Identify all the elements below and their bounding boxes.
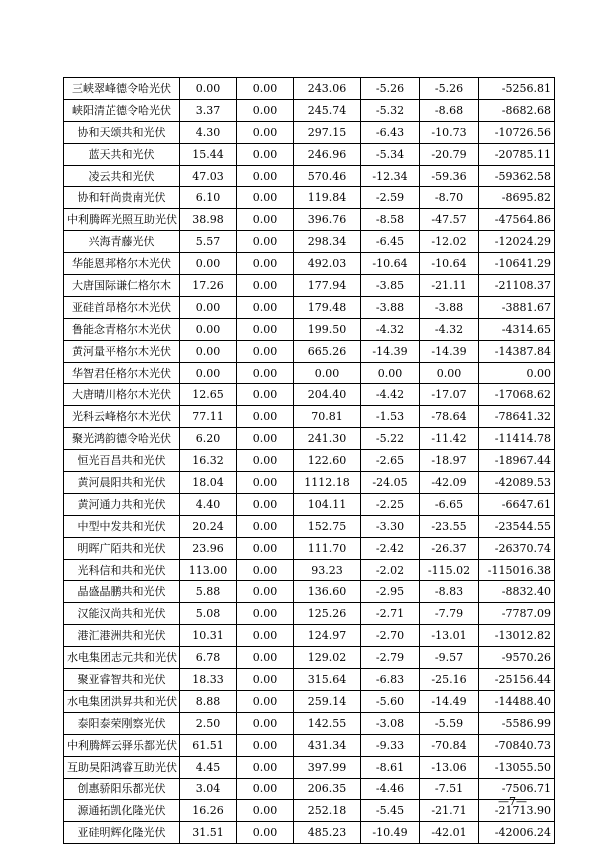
table-row — [64, 450, 555, 472]
value-cell: -21.11 — [420, 275, 479, 297]
value-cell: 315.64 — [294, 669, 361, 691]
value-cell: -4314.65 — [479, 318, 555, 340]
value-cell: 0.00 — [237, 362, 294, 384]
table-row — [64, 296, 555, 318]
value-cell: 0.00 — [237, 625, 294, 647]
value-cell: -2.71 — [361, 603, 420, 625]
value-cell: 0.00 — [237, 428, 294, 450]
value-cell: 0.00 — [237, 143, 294, 165]
table-row — [64, 384, 555, 406]
value-cell: -5.26 — [361, 78, 420, 100]
value-cell: 152.75 — [294, 515, 361, 537]
value-cell: -14387.84 — [479, 340, 555, 362]
value-cell: -2.25 — [361, 493, 420, 515]
value-cell: 245.74 — [294, 99, 361, 121]
value-cell: -2.02 — [361, 559, 420, 581]
value-cell: -5.26 — [420, 78, 479, 100]
value-cell: 4.40 — [180, 493, 237, 515]
value-cell: -1.53 — [361, 406, 420, 428]
value-cell: 298.34 — [294, 231, 361, 253]
value-cell: 2.50 — [180, 712, 237, 734]
value-cell: -59362.58 — [479, 165, 555, 187]
station-name-cell: 鲁能念青格尔木光伏 — [64, 318, 180, 340]
value-cell: 396.76 — [294, 209, 361, 231]
value-cell: 0.00 — [237, 669, 294, 691]
value-cell: 104.11 — [294, 493, 361, 515]
value-cell: 0.00 — [237, 296, 294, 318]
value-cell: -20.79 — [420, 143, 479, 165]
value-cell: 0.00 — [237, 515, 294, 537]
page-number: —7— — [498, 795, 527, 808]
station-name-cell: 泰阳泰荣刚察光伏 — [64, 712, 180, 734]
value-cell: -8.68 — [420, 99, 479, 121]
table-row — [64, 143, 555, 165]
value-cell: 5.88 — [180, 581, 237, 603]
value-cell: 31.51 — [180, 822, 237, 844]
value-cell: -7506.71 — [479, 778, 555, 800]
value-cell: 0.00 — [479, 362, 555, 384]
value-cell: 206.35 — [294, 778, 361, 800]
value-cell: -5.22 — [361, 428, 420, 450]
value-cell: 0.00 — [237, 231, 294, 253]
value-cell: -14.39 — [361, 340, 420, 362]
station-name-cell: 协和轩尚贵南光伏 — [64, 187, 180, 209]
value-cell: 0.00 — [180, 318, 237, 340]
station-name-cell: 大唐国际谦仁格尔木 — [64, 275, 180, 297]
value-cell: -14.49 — [420, 690, 479, 712]
value-cell: 5.57 — [180, 231, 237, 253]
value-cell: -78641.32 — [479, 406, 555, 428]
value-cell: -13055.50 — [479, 756, 555, 778]
value-cell: 8.88 — [180, 690, 237, 712]
station-name-cell: 水电集团志元共和光伏 — [64, 647, 180, 669]
value-cell: 0.00 — [237, 493, 294, 515]
value-cell: 16.26 — [180, 800, 237, 822]
value-cell: -2.79 — [361, 647, 420, 669]
value-cell: -8.70 — [420, 187, 479, 209]
station-name-cell: 华智君任格尔木光伏 — [64, 362, 180, 384]
value-cell: -11414.78 — [479, 428, 555, 450]
value-cell: 20.24 — [180, 515, 237, 537]
table-row — [64, 581, 555, 603]
value-cell: -3.08 — [361, 712, 420, 734]
table-row — [64, 559, 555, 581]
station-name-cell: 凌云共和光伏 — [64, 165, 180, 187]
value-cell: -18.97 — [420, 450, 479, 472]
table-body — [64, 78, 555, 844]
value-cell: 0.00 — [237, 647, 294, 669]
value-cell: 0.00 — [237, 450, 294, 472]
value-cell: -24.05 — [361, 472, 420, 494]
value-cell: 485.23 — [294, 822, 361, 844]
value-cell: -23.55 — [420, 515, 479, 537]
value-cell: -12.34 — [361, 165, 420, 187]
value-cell: -5.60 — [361, 690, 420, 712]
table-row — [64, 428, 555, 450]
table-row — [64, 712, 555, 734]
value-cell: 179.48 — [294, 296, 361, 318]
value-cell: 0.00 — [237, 253, 294, 275]
value-cell: 122.60 — [294, 450, 361, 472]
value-cell: 0.00 — [237, 581, 294, 603]
value-cell: 6.20 — [180, 428, 237, 450]
value-cell: 15.44 — [180, 143, 237, 165]
table-row — [64, 121, 555, 143]
value-cell: 570.46 — [294, 165, 361, 187]
value-cell: -42006.24 — [479, 822, 555, 844]
value-cell: -8695.82 — [479, 187, 555, 209]
value-cell: 665.26 — [294, 340, 361, 362]
table-row — [64, 318, 555, 340]
station-name-cell: 大唐晴川格尔木光伏 — [64, 384, 180, 406]
value-cell: -12.02 — [420, 231, 479, 253]
value-cell: -6.43 — [361, 121, 420, 143]
value-cell: 0.00 — [237, 78, 294, 100]
value-cell: -4.46 — [361, 778, 420, 800]
value-cell: -17.07 — [420, 384, 479, 406]
value-cell: -18967.44 — [479, 450, 555, 472]
value-cell: -13.06 — [420, 756, 479, 778]
table-row — [64, 537, 555, 559]
table-row — [64, 406, 555, 428]
station-name-cell: 华能恩邦格尔木光伏 — [64, 253, 180, 275]
value-cell: -2.70 — [361, 625, 420, 647]
value-cell: 0.00 — [237, 165, 294, 187]
value-cell: -3.88 — [420, 296, 479, 318]
value-cell: -11.42 — [420, 428, 479, 450]
value-cell: -23544.55 — [479, 515, 555, 537]
value-cell: -7.51 — [420, 778, 479, 800]
table-row — [64, 515, 555, 537]
value-cell: 113.00 — [180, 559, 237, 581]
station-name-cell: 聚亚睿智共和光伏 — [64, 669, 180, 691]
value-cell: 61.51 — [180, 734, 237, 756]
station-name-cell: 中利腾晖光照互助光伏 — [64, 209, 180, 231]
table-row — [64, 822, 555, 844]
table-row — [64, 647, 555, 669]
value-cell: 0.00 — [237, 384, 294, 406]
value-cell: -9570.26 — [479, 647, 555, 669]
station-name-cell: 黄河晨阳共和光伏 — [64, 472, 180, 494]
value-cell: -6.65 — [420, 493, 479, 515]
value-cell: 0.00 — [180, 253, 237, 275]
value-cell: -10.64 — [361, 253, 420, 275]
value-cell: 5.08 — [180, 603, 237, 625]
value-cell: -5586.99 — [479, 712, 555, 734]
value-cell: -9.57 — [420, 647, 479, 669]
value-cell: 0.00 — [237, 559, 294, 581]
value-cell: -6647.61 — [479, 493, 555, 515]
value-cell: 0.00 — [237, 690, 294, 712]
value-cell: -4.42 — [361, 384, 420, 406]
table-row — [64, 472, 555, 494]
value-cell: 0.00 — [237, 187, 294, 209]
value-cell: -12024.29 — [479, 231, 555, 253]
value-cell: -13.01 — [420, 625, 479, 647]
value-cell: 3.37 — [180, 99, 237, 121]
value-cell: -20785.11 — [479, 143, 555, 165]
value-cell: 177.94 — [294, 275, 361, 297]
value-cell: -47564.86 — [479, 209, 555, 231]
station-name-cell: 中利腾辉云驿乐都光伏 — [64, 734, 180, 756]
station-name-cell: 明晖广陌共和光伏 — [64, 537, 180, 559]
value-cell: -5.34 — [361, 143, 420, 165]
value-cell: 10.31 — [180, 625, 237, 647]
value-cell: -115016.38 — [479, 559, 555, 581]
station-name-cell: 水电集团洪昇共和光伏 — [64, 690, 180, 712]
station-name-cell: 亚硅首昂格尔木光伏 — [64, 296, 180, 318]
value-cell: -78.64 — [420, 406, 479, 428]
value-cell: 1112.18 — [294, 472, 361, 494]
value-cell: -10.49 — [361, 822, 420, 844]
table-row — [64, 669, 555, 691]
value-cell: 0.00 — [237, 275, 294, 297]
station-name-cell: 源通拓凯化隆光伏 — [64, 800, 180, 822]
station-name-cell: 港汇港洲共和光伏 — [64, 625, 180, 647]
value-cell: 0.00 — [237, 340, 294, 362]
value-cell: -25.16 — [420, 669, 479, 691]
value-cell: 3.04 — [180, 778, 237, 800]
value-cell: 0.00 — [237, 99, 294, 121]
value-cell: -21713.90 — [479, 800, 555, 822]
value-cell: -21.71 — [420, 800, 479, 822]
value-cell: 16.32 — [180, 450, 237, 472]
value-cell: -9.33 — [361, 734, 420, 756]
value-cell: 0.00 — [237, 209, 294, 231]
value-cell: 252.18 — [294, 800, 361, 822]
value-cell: -8832.40 — [479, 581, 555, 603]
value-cell: -3.85 — [361, 275, 420, 297]
value-cell: -8.58 — [361, 209, 420, 231]
station-name-cell: 三峡翠峰德令哈光伏 — [64, 78, 180, 100]
table-row — [64, 340, 555, 362]
value-cell: 492.03 — [294, 253, 361, 275]
table-row — [64, 493, 555, 515]
value-cell: 0.00 — [237, 121, 294, 143]
data-table — [63, 77, 555, 844]
station-name-cell: 峡阳清芷德令哈光伏 — [64, 99, 180, 121]
value-cell: 142.55 — [294, 712, 361, 734]
value-cell: 431.34 — [294, 734, 361, 756]
value-cell: -3881.67 — [479, 296, 555, 318]
table-row — [64, 625, 555, 647]
value-cell: -8682.68 — [479, 99, 555, 121]
value-cell: 0.00 — [237, 472, 294, 494]
value-cell: 119.84 — [294, 187, 361, 209]
value-cell: 47.03 — [180, 165, 237, 187]
value-cell: -10726.56 — [479, 121, 555, 143]
value-cell: -10641.29 — [479, 253, 555, 275]
station-name-cell: 亚硅明辉化隆光伏 — [64, 822, 180, 844]
table-row — [64, 734, 555, 756]
value-cell: 38.98 — [180, 209, 237, 231]
value-cell: -2.59 — [361, 187, 420, 209]
value-cell: 204.40 — [294, 384, 361, 406]
station-name-cell: 晶盛晶鹏共和光伏 — [64, 581, 180, 603]
value-cell: -14488.40 — [479, 690, 555, 712]
station-name-cell: 汉能汉尚共和光伏 — [64, 603, 180, 625]
value-cell: 241.30 — [294, 428, 361, 450]
value-cell: 246.96 — [294, 143, 361, 165]
value-cell: -5.45 — [361, 800, 420, 822]
value-cell: 0.00 — [180, 296, 237, 318]
value-cell: -3.30 — [361, 515, 420, 537]
value-cell: -26370.74 — [479, 537, 555, 559]
value-cell: 0.00 — [237, 712, 294, 734]
value-cell: -8.61 — [361, 756, 420, 778]
value-cell: 297.15 — [294, 121, 361, 143]
value-cell: -70840.73 — [479, 734, 555, 756]
value-cell: -2.42 — [361, 537, 420, 559]
station-name-cell: 黄河量平格尔木光伏 — [64, 340, 180, 362]
station-name-cell: 兴海青藤光伏 — [64, 231, 180, 253]
value-cell: -21108.37 — [479, 275, 555, 297]
value-cell: -3.88 — [361, 296, 420, 318]
value-cell: -13012.82 — [479, 625, 555, 647]
value-cell: 0.00 — [180, 362, 237, 384]
value-cell: -7.79 — [420, 603, 479, 625]
table-row — [64, 690, 555, 712]
station-name-cell: 中型中发共和光伏 — [64, 515, 180, 537]
value-cell: -26.37 — [420, 537, 479, 559]
value-cell: -115.02 — [420, 559, 479, 581]
table-row — [64, 209, 555, 231]
value-cell: 129.02 — [294, 647, 361, 669]
value-cell: 6.10 — [180, 187, 237, 209]
value-cell: 199.50 — [294, 318, 361, 340]
value-cell: -25156.44 — [479, 669, 555, 691]
value-cell: 111.70 — [294, 537, 361, 559]
table-row — [64, 778, 555, 800]
value-cell: -10.73 — [420, 121, 479, 143]
value-cell: -5.32 — [361, 99, 420, 121]
value-cell: -4.32 — [420, 318, 479, 340]
table-row — [64, 362, 555, 384]
station-name-cell: 恒光百昌共和光伏 — [64, 450, 180, 472]
table-row — [64, 756, 555, 778]
value-cell: 18.04 — [180, 472, 237, 494]
table-row — [64, 800, 555, 822]
station-name-cell: 聚光鸿韵德令哈光伏 — [64, 428, 180, 450]
station-name-cell: 蓝天共和光伏 — [64, 143, 180, 165]
value-cell: 0.00 — [237, 537, 294, 559]
value-cell: -7787.09 — [479, 603, 555, 625]
value-cell: 0.00 — [361, 362, 420, 384]
value-cell: 6.78 — [180, 647, 237, 669]
value-cell: -5256.81 — [479, 78, 555, 100]
value-cell: 12.65 — [180, 384, 237, 406]
value-cell: 0.00 — [237, 822, 294, 844]
value-cell: -6.83 — [361, 669, 420, 691]
value-cell: -2.95 — [361, 581, 420, 603]
station-name-cell: 创惠骄阳乐都光伏 — [64, 778, 180, 800]
value-cell: 0.00 — [237, 603, 294, 625]
value-cell: 4.30 — [180, 121, 237, 143]
value-cell: -42.01 — [420, 822, 479, 844]
value-cell: -47.57 — [420, 209, 479, 231]
value-cell: -5.59 — [420, 712, 479, 734]
station-name-cell: 互助昊阳鸿睿互助光伏 — [64, 756, 180, 778]
table-row — [64, 253, 555, 275]
value-cell: -14.39 — [420, 340, 479, 362]
value-cell: 0.00 — [237, 318, 294, 340]
value-cell: 0.00 — [294, 362, 361, 384]
value-cell: -59.36 — [420, 165, 479, 187]
value-cell: -4.32 — [361, 318, 420, 340]
value-cell: 136.60 — [294, 581, 361, 603]
table-row — [64, 187, 555, 209]
value-cell: 124.97 — [294, 625, 361, 647]
value-cell: 0.00 — [420, 362, 479, 384]
value-cell: 0.00 — [237, 800, 294, 822]
value-cell: 0.00 — [180, 78, 237, 100]
station-name-cell: 光科云峰格尔木光伏 — [64, 406, 180, 428]
value-cell: 17.26 — [180, 275, 237, 297]
station-name-cell: 协和天颂共和光伏 — [64, 121, 180, 143]
value-cell: 0.00 — [237, 778, 294, 800]
value-cell: -42.09 — [420, 472, 479, 494]
value-cell: -8.83 — [420, 581, 479, 603]
station-name-cell: 光科信和共和光伏 — [64, 559, 180, 581]
value-cell: 18.33 — [180, 669, 237, 691]
value-cell: -6.45 — [361, 231, 420, 253]
table-row — [64, 275, 555, 297]
value-cell: 0.00 — [180, 340, 237, 362]
value-cell: -17068.62 — [479, 384, 555, 406]
value-cell: -70.84 — [420, 734, 479, 756]
table-row — [64, 165, 555, 187]
table-row — [64, 603, 555, 625]
value-cell: 93.23 — [294, 559, 361, 581]
value-cell: 0.00 — [237, 756, 294, 778]
value-cell: 77.11 — [180, 406, 237, 428]
table-row — [64, 78, 555, 100]
table-row — [64, 231, 555, 253]
station-name-cell: 黄河通力共和光伏 — [64, 493, 180, 515]
value-cell: 243.06 — [294, 78, 361, 100]
value-cell: -42089.53 — [479, 472, 555, 494]
value-cell: 125.26 — [294, 603, 361, 625]
value-cell: -10.64 — [420, 253, 479, 275]
value-cell: 4.45 — [180, 756, 237, 778]
value-cell: -2.65 — [361, 450, 420, 472]
value-cell: 23.96 — [180, 537, 237, 559]
value-cell: 0.00 — [237, 406, 294, 428]
value-cell: 70.81 — [294, 406, 361, 428]
value-cell: 259.14 — [294, 690, 361, 712]
value-cell: 0.00 — [237, 734, 294, 756]
value-cell: 397.99 — [294, 756, 361, 778]
table-row — [64, 99, 555, 121]
